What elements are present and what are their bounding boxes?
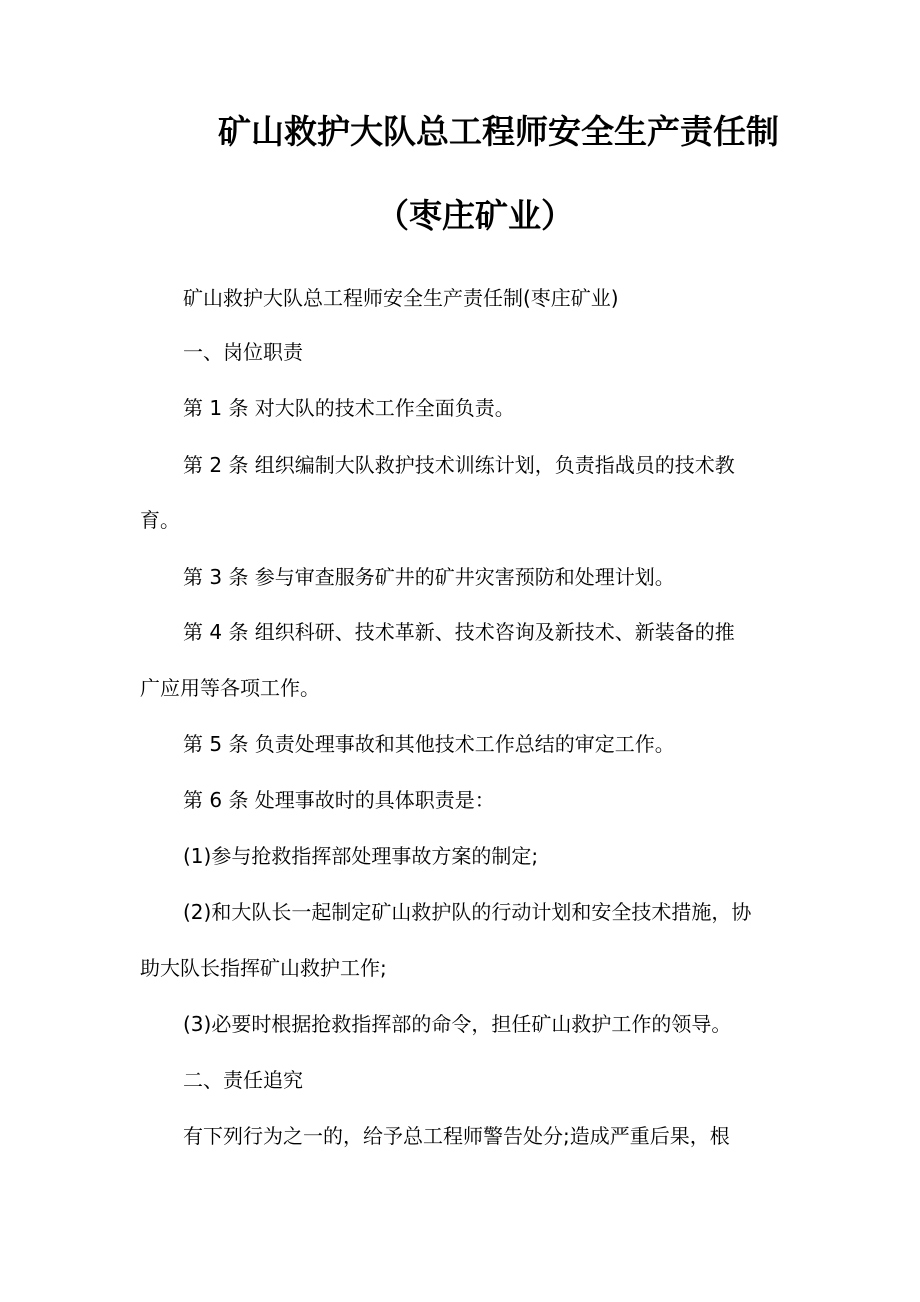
- duty-item-3: (3)必要时根据抢救指挥部的命令，担任矿山救护工作的领导。: [183, 1012, 732, 1036]
- article-4-line-2: 广应用等各项工作。: [140, 676, 320, 700]
- article-2-line-2: 育。: [140, 508, 180, 532]
- document-title: 矿山救护大队总工程师安全生产责任制: [218, 112, 779, 151]
- section-heading-duties: 一、岗位职责: [183, 340, 303, 364]
- duty-item-2-line-1: (2)和大队长一起制定矿山救护队的行动计划和安全技术措施，协: [183, 900, 752, 924]
- duty-item-2-line-2: 助大队长指挥矿山救护工作;: [140, 956, 387, 980]
- intro-line: 矿山救护大队总工程师安全生产责任制(枣庄矿业): [183, 286, 619, 310]
- article-1: 第 1 条 对大队的技术工作全面负责。: [183, 396, 515, 420]
- accountability-paragraph: 有下列行为之一的，给予总工程师警告处分;造成严重后果，根: [183, 1124, 730, 1148]
- article-6: 第 6 条 处理事故时的具体职责是：: [183, 788, 495, 812]
- article-5: 第 5 条 负责处理事故和其他技术工作总结的审定工作。: [183, 732, 675, 756]
- duty-item-1: (1)参与抢救指挥部处理事故方案的制定;: [183, 844, 539, 868]
- article-2-line-1: 第 2 条 组织编制大队救护技术训练计划，负责指战员的技术教: [183, 453, 735, 477]
- article-4-line-1: 第 4 条 组织科研、技术革新、技术咨询及新技术、新装备的推: [183, 620, 735, 644]
- document-subtitle: （枣庄矿业）: [376, 196, 574, 235]
- section-heading-accountability: 二、责任追究: [183, 1068, 303, 1092]
- article-3: 第 3 条 参与审查服务矿井的矿井灾害预防和处理计划。: [183, 565, 675, 589]
